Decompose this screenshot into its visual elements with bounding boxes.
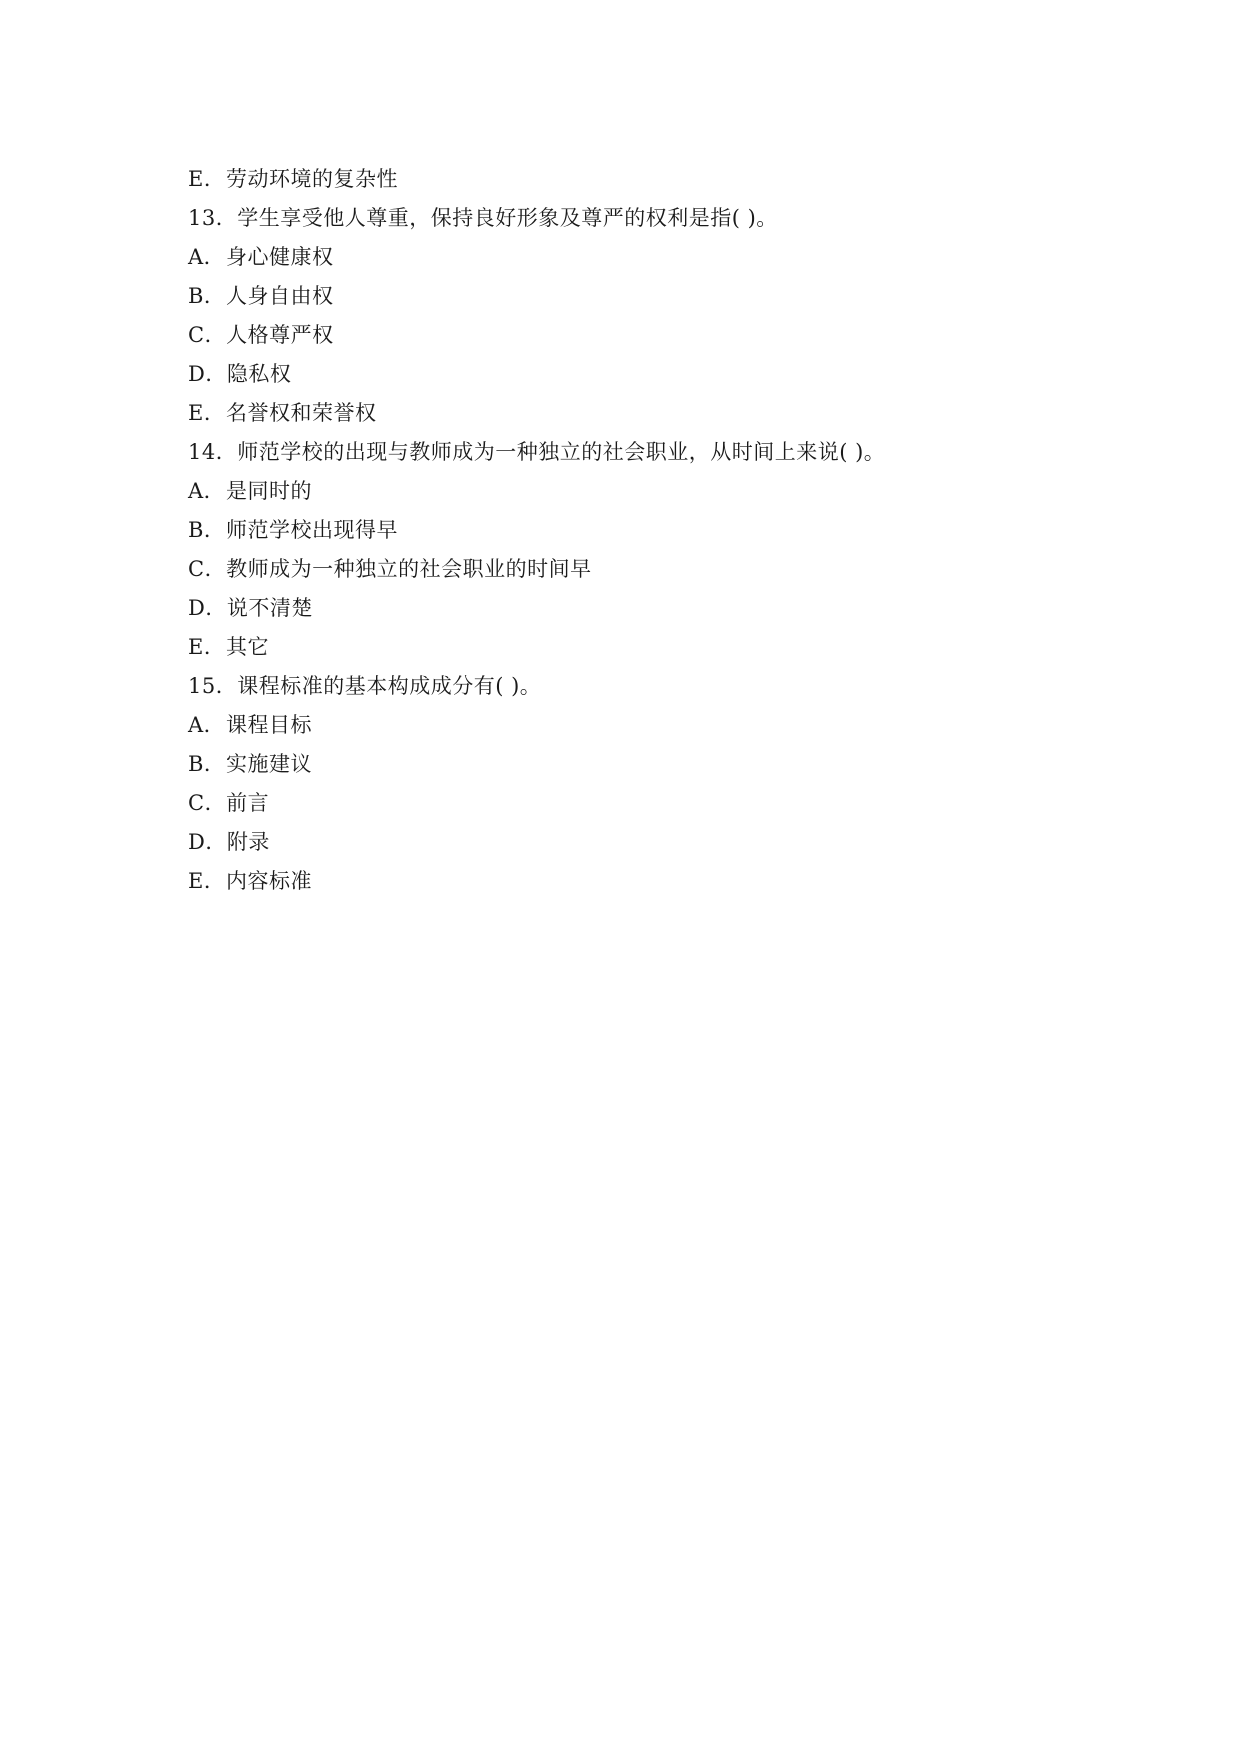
question-number: 14．: [188, 440, 238, 464]
option-text: 名誉权和荣誉权: [226, 401, 377, 425]
option-line: [188, 823, 1088, 862]
option-marker: D．: [188, 362, 227, 386]
option-text: 身心健康权: [226, 245, 334, 269]
option-line: [188, 745, 1088, 784]
option-marker: E．: [188, 167, 226, 191]
option-line: [188, 472, 1088, 511]
option-text: 师范学校出现得早: [226, 518, 398, 542]
question-line: [188, 199, 1088, 238]
option-text: 人身自由权: [226, 284, 334, 308]
question-number: 13．: [188, 206, 238, 230]
option-text: 劳动环境的复杂性: [226, 167, 398, 191]
option-line: [188, 160, 1088, 199]
option-line: [188, 862, 1088, 901]
option-marker: C．: [188, 323, 227, 347]
option-line: [188, 706, 1088, 745]
option-marker: D．: [188, 596, 227, 620]
option-line: [188, 589, 1088, 628]
option-text: 隐私权: [226, 362, 292, 386]
question-text: 师范学校的出现与教师成为一种独立的社会职业，从时间上来说( )。: [237, 440, 886, 464]
option-line: [188, 355, 1088, 394]
option-marker: E．: [188, 869, 226, 893]
option-line: [188, 316, 1088, 355]
option-text: 前言: [226, 791, 270, 815]
option-text: 附录: [226, 830, 270, 854]
option-line: [188, 628, 1088, 667]
option-marker: A．: [188, 245, 226, 269]
option-marker: A．: [188, 713, 226, 737]
option-marker: E．: [188, 401, 226, 425]
question-number: 15．: [188, 674, 238, 698]
option-marker: A．: [188, 479, 226, 503]
option-marker: E．: [188, 635, 226, 659]
option-text: 是同时的: [226, 479, 312, 503]
option-text: 课程目标: [226, 713, 312, 737]
option-text: 其它: [226, 635, 269, 659]
option-text: 内容标准: [226, 869, 312, 893]
option-line: [188, 511, 1088, 550]
option-marker: B．: [188, 518, 226, 542]
option-line: [188, 277, 1088, 316]
option-marker: C．: [188, 557, 227, 581]
option-marker: B．: [188, 752, 226, 776]
question-text: 课程标准的基本构成成分有( )。: [237, 674, 542, 698]
option-line: [188, 394, 1088, 433]
question-line: [188, 433, 1088, 472]
option-marker: C．: [188, 791, 227, 815]
question-list: [188, 160, 1088, 901]
option-text: 说不清楚: [226, 596, 313, 620]
option-text: 教师成为一种独立的社会职业的时间早: [226, 557, 592, 581]
option-marker: B．: [188, 284, 226, 308]
option-text: 人格尊严权: [226, 323, 334, 347]
question-text: 学生享受他人尊重，保持良好形象及尊严的权利是指( )。: [237, 206, 778, 230]
option-line: [188, 550, 1088, 589]
option-text: 实施建议: [226, 752, 312, 776]
option-marker: D．: [188, 830, 227, 854]
option-line: [188, 784, 1088, 823]
option-line: [188, 238, 1088, 277]
question-line: [188, 667, 1088, 706]
